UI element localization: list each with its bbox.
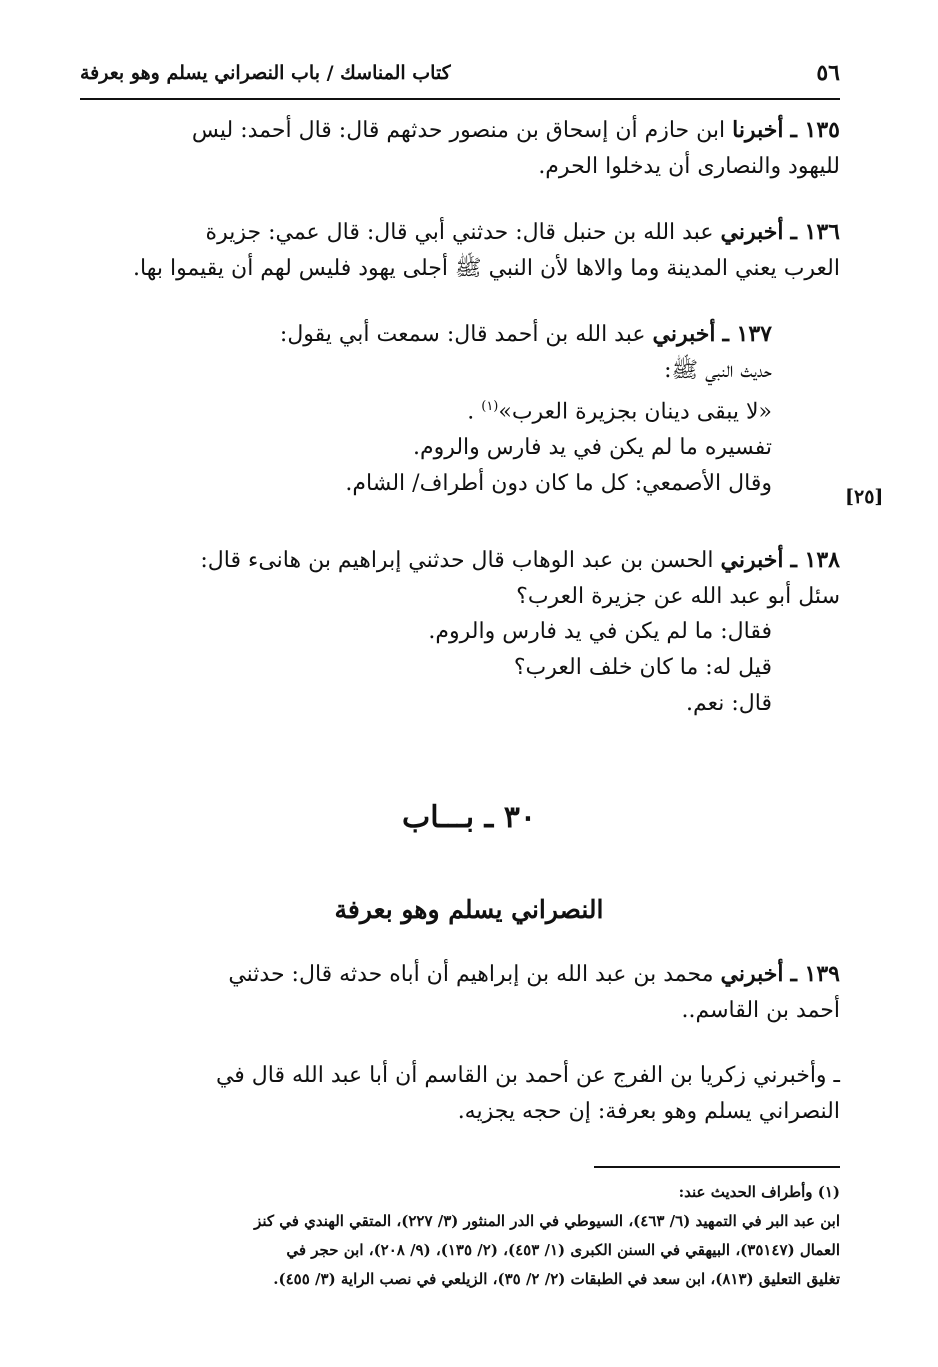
hadith-138-line-2: سئل أبو عبد الله عن جزيرة العرب؟ [516,584,840,609]
hadith-135-line-2: لليهود والنصارى أن يدخلوا الحرم. [538,154,840,179]
hadith-number: ١٣٧ ـ [722,321,772,347]
hadith-139-line-2: أحمد بن القاسم.. [681,998,840,1023]
hadith-138-line-5: قال: نعم. [686,691,772,716]
hadith-136-line-1 [80,214,840,251]
chapter-number: ٣٠ ـ بـــاب [401,800,536,835]
hadith-text: عبد الله بن حنبل قال: حدثني أبي قال: قال عمي: جزيرة [205,220,714,245]
running-title: كتاب المناسك / باب النصراني يسلم وهو بعرفة [80,62,451,84]
footnote-separator [594,1166,840,1168]
hadith-135 [80,112,840,185]
hadith-138-dialogue [200,614,772,722]
quoted-hadith: «لا يبقى دينان بجزيرة العرب» [498,399,772,425]
hadith-text: محمد بن عبد الله بن إبراهيم أن أباه حدثه قال: حدثني [228,962,714,987]
footnote-line-3: العمال (٣٥١٤٧)، البيهقي في السنن الكبرى (١/ ٤٥٣)، (٢/ ١٣٥)، (٩/ ٢٠٨)، ابن حجر في [286,1241,840,1259]
chapter-title: النصراني يسلم وهو بعرفة [334,895,604,924]
hadith-text: الحسن بن عبد الوهاب قال حدثني إبراهيم بن هانىء قال: [200,548,714,573]
margin-page-marker: [٢٥] [845,486,884,508]
hadith-139 [80,956,840,1029]
hadith-text: ابن حازم أن إسحاق بن منصور حدثهم قال: قال أحمد: ليس [191,118,726,143]
footnote [80,1178,840,1294]
hadith-lead: أخبرني [720,961,784,987]
hadith-138-line-1 [80,542,840,579]
footnote-line-2: ابن عبد البر في التمهيد (٦/ ٤٦٣)، السيوطي في الدر المنثور (٣/ ٢٢٧)، المتقي الهندي في كنز [254,1212,840,1230]
hadith-number: ١٣٥ ـ [790,117,840,143]
hadith-137-line-1 [200,316,772,353]
running-header [80,58,840,100]
hadith-137 [200,316,772,502]
hadith-139-line-1 [80,956,840,993]
page-number: ٥٦ [816,60,840,86]
footnote-line-4: تغليق التعليق (٨١٣)، ابن سعد في الطبقات (٢/ ٢/ ٣٥)، الزيلعي في نصب الراية (٣/ ٤٥٥). [273,1270,840,1288]
footnote-marker: (١) [481,399,499,414]
hadith-136 [80,214,840,287]
sentence-end: . [467,399,475,425]
hadith-139-continued [80,1058,840,1130]
hadith-number: ١٣٦ ـ [790,219,840,245]
hadith-138-line-4: قيل له: ما كان خلف العرب؟ [513,655,772,680]
hadith-137-line-5: وقال الأصمعي: كل ما كان دون أطراف/ الشام. [345,471,772,497]
hadith-number: ١٣٨ ـ [790,547,840,573]
hadith-137-line-2: حديث النبي ﷺ: [664,358,772,383]
hadith-lead: أخبرني [652,321,716,347]
hadith-lead: أخبرني [720,547,784,573]
hadith-lead: أخبرني [720,219,784,245]
hadith-138-line-3: فقال: ما لم يكن في يد فارس والروم. [428,619,772,644]
hadith-number: ١٣٩ ـ [790,961,840,987]
hadith-139b-line-2: النصراني يسلم وهو بعرفة: إن حجه يجزيه. [457,1099,840,1124]
hadith-139b-line-1: ـ وأخبرني زكريا بن الفرج عن أحمد بن القاسم أن أبا عبد الله قال في [215,1063,840,1088]
hadith-lead: أخبرنا [732,117,784,143]
hadith-137-line-4: تفسيره ما لم يكن في يد فارس والروم. [412,435,772,461]
hadith-136-line-2: العرب يعني المدينة وما والاها لأن النبي ﷺ أجلى يهود فليس لهم أن يقيموا بها. [133,256,840,281]
footnote-line-1: (١) وأطراف الحديث عند: [678,1183,840,1201]
hadith-text: عبد الله بن أحمد قال: سمعت أبي يقول: [279,322,646,347]
hadith-137-line-3 [200,389,772,430]
hadith-135-line-1 [80,112,840,149]
hadith-138 [80,542,840,615]
